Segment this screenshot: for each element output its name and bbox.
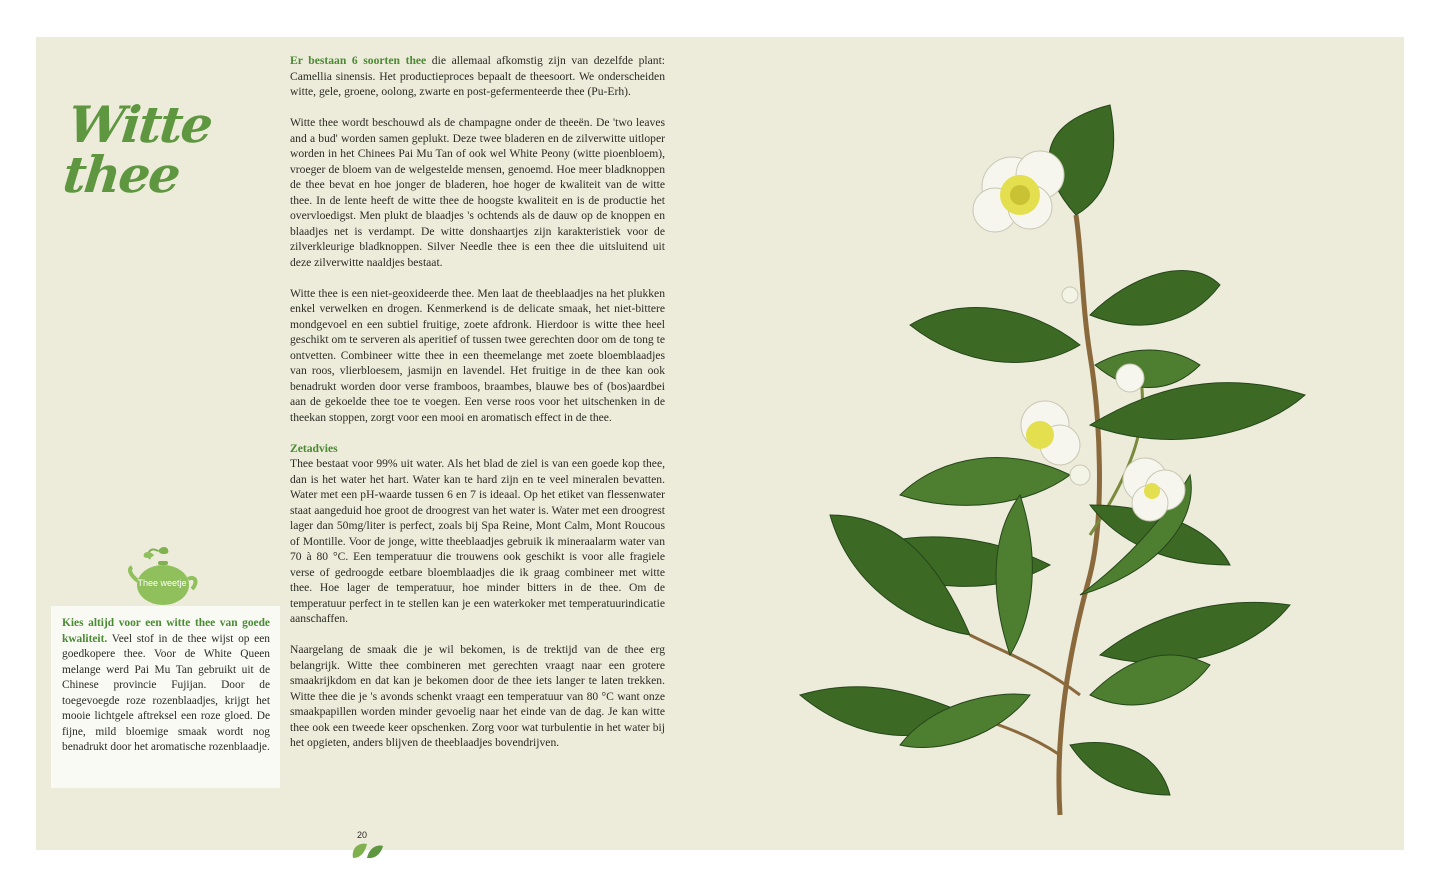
paragraph-2: Witte thee is een niet-geoxideerde thee. Men laat de theeblaadjes na het plukken enkel verwelken en drogen. Kenmerkend is de delicate smaak, het niet-bittere mondgevoel en een subtiel fruitige, zoete afdronk. Hierdoor is witte thee heel geschikt om te serveren als aperitief of tussen twee gerechten door om de tong te ontvetten. Combineer witte thee in een theemelange met zoete bloemblaadjes van roos, vlierbloesem, jasmijn en lavendel. Het fruitige in de thee kan ook benadrukt worden door verse framboos, braambes, blauwe bes of (bos)aardbei aan de gekoelde thee toe te voegen. Een verse roos voor het uitschenken in de theekan stoppen, zorgt voor een mooi en aromatisch effect in de thee. (290, 286, 665, 424)
teapot-icon (128, 545, 198, 607)
tea-plant-illustration (790, 95, 1320, 825)
tip-box (51, 606, 280, 788)
page-title: Witte thee (60, 95, 215, 204)
intro-paragraph (290, 53, 665, 100)
tip-badge-label: Thee weetje (137, 578, 187, 588)
tip-lead: Kies altijd voor een witte thee van goede kwaliteit. (62, 617, 270, 645)
paragraph-1: Witte thee wordt beschouwd als de champagne onder de theeën. De 'two leaves and a bud' worden samen geplukt. Deze twee bladeren en de zilverwitte uitloper worden in het Chinees Pai Mu Tan of ook wel White Peony (witte pioenbloem), vroeger de bloem van de welgestelde mensen, genoemd. Hoe meer bladknoppen de thee bevat en hoe jonger de bladeren, hoe hoger de kwaliteit van de witte thee. In de lente heeft de witte thee de hoogste kwaliteit en is de productie het overvloedigst. Men plukt de blaadjes 's ochtends als de dauw op de knoppen en blaadjes net is verdampt. De witte donshaartjes zijn karakteristiek voor de zilverkleurige bladknoppen. Silver Needle thee is een thee die uitsluitend uit deze zilverwitte naaldjes bestaat. (290, 116, 665, 269)
leaf-icon (347, 838, 387, 862)
main-text-column (290, 53, 665, 766)
intro-lead: Er bestaan 6 soorten thee (290, 54, 427, 67)
page-number: 20 (356, 830, 367, 840)
paragraph-steeping: Naargelang de smaak die je wil bekomen, is de trektijd van de thee erg belangrijk. Witte thee combineren met gerechten vraagt naar een grotere smaakrijkdom en dat kan je bekomen door de thee iets langer te laten trekken. Witte thee die je 's avonds schenkt vraagt een temperatuur van 80 °C want onze smaakpapillen worden minder gevoelig naar het einde van de dag. Je kan witte thee ook een tweede keer opschenken. Zorg voor wat turbulentie in het water bij het opgieten, anders blijven de theeblaadjes bovendrijven. (290, 643, 665, 749)
zetadvies-heading: Zetadvies (290, 441, 338, 455)
tip-text: Veel stof in de thee wijst op een goedkopere thee. Voor de White Queen melange werd Pai Mu Tan gebruikt uit de Chinese provincie Fujijan. Door de toegevoegde roze rozenblaadjes, krijgt het mooie lichtgele aftreksel een roze gloed. De fijne, mild bloemige smaak wordt nog benadrukt door het aromatische rozenblaadje. (62, 632, 270, 753)
tea-flower (973, 151, 1064, 232)
tea-flower (1021, 401, 1080, 465)
zetadvies-section (290, 441, 665, 627)
intro-text: die allemaal afkomstig zijn van dezelfde plant: Camellia sinensis. Het productieproces bepaalt de theesoort. We onderscheiden witte, gele, groene, oolong, zwarte en post-gefermenteerde thee (Pu-Erh). (290, 54, 666, 98)
zetadvies-text: Thee bestaat voor 99% uit water. Als het blad de ziel is van een goede kop thee, dan is het water het hart. Water kan te hard zijn en te veel mineralen bevatten. Water met een pH-waarde tussen 6 en 7 is ideaal. Op het etiket van flessenwater staat aangeduid hoe groot de droogrest van het water is. Water met een droogrest lager dan 50mg/liter is perfect, zoals bij Spa Reine, Mont Calm, Mont Roucous of Montille. Voor de jonge, witte theeblaadjes gebruik ik mineraalarm water van 70 à 80 °C. Een temperatuur die trouwens ook geschikt is voor alle fragiele verse of gedroogde eetbare bloemblaadjes die ik graag combineer met witte thee. Hoe lager de temperatuur, hoe minder bitters in de thee. Om de temperatuur perfect in te stellen kan je een waterkoker met temperatuurindicatie aanschaffen. (290, 457, 665, 625)
